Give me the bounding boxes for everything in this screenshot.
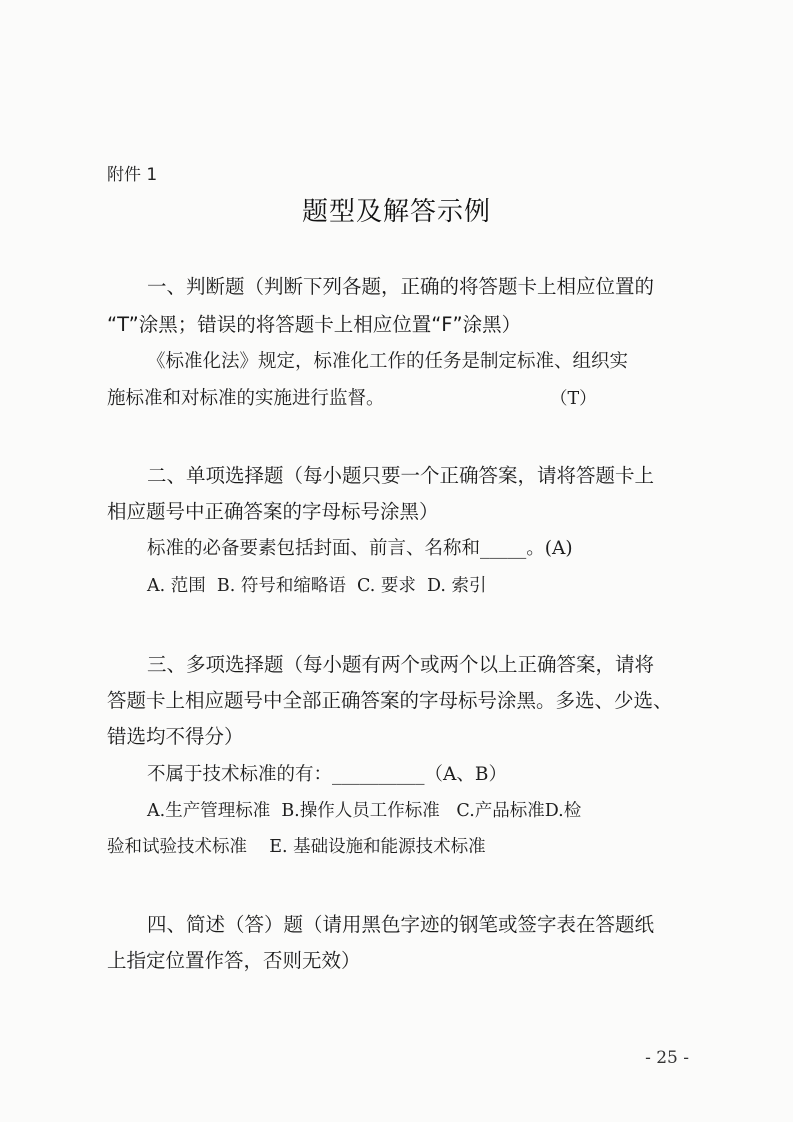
section3-question: 不属于技术标准的有：__________（A、B）: [147, 764, 507, 785]
attachment-label: 附件 1: [107, 165, 158, 185]
section2-heading-line2: 相应题号中正确答案的字母标号涂黑）: [107, 500, 439, 523]
section1-heading-line1: 一、判断题（判断下列各题，正确的将答题卡上相应位置的: [147, 275, 655, 298]
section4-heading-line1: 四、简述（答）题（请用黑色字迹的钢笔或签字表在答题纸: [147, 913, 655, 936]
page-title: 题型及解答示例: [301, 197, 491, 227]
section1-question-line2: 施标准和对标准的实施进行监督。: [107, 388, 385, 409]
section2-question: 标准的必备要素包括封面、前言、名称和_____。(A): [147, 538, 573, 559]
section3-options-line2: 验和试验技术标准 E. 基础设施和能源技术标准: [107, 837, 486, 857]
section2-heading-line1: 二、单项选择题（每小题只要一个正确答案，请将答题卡上: [147, 464, 655, 487]
section3-heading-line3: 错选均不得分）: [107, 725, 244, 748]
section3-heading-line1: 三、多项选择题（每小题有两个或两个以上正确答案，请将: [147, 653, 655, 676]
section1-question-line1: 《标准化法》规定，标准化工作的任务是制定标准、组织实: [147, 351, 629, 372]
page-number: - 25 -: [645, 1048, 689, 1068]
section1-heading-line2: “T”涂黑；错误的将答题卡上相应位置“F”涂黑）: [107, 313, 522, 336]
section4-heading-line2: 上指定位置作答，否则无效）: [107, 949, 361, 972]
section3-options-line1: A.生产管理标准 B.操作人员工作标准 C.产品标准D.检: [147, 801, 582, 821]
section1-answer: （T）: [550, 389, 597, 409]
section2-options: A. 范围 B. 符号和缩略语 C. 要求 D. 索引: [147, 576, 487, 596]
section3-heading-line2: 答题卡上相应题号中全部正确答案的字母标号涂黑。多选、少选、: [107, 689, 673, 712]
